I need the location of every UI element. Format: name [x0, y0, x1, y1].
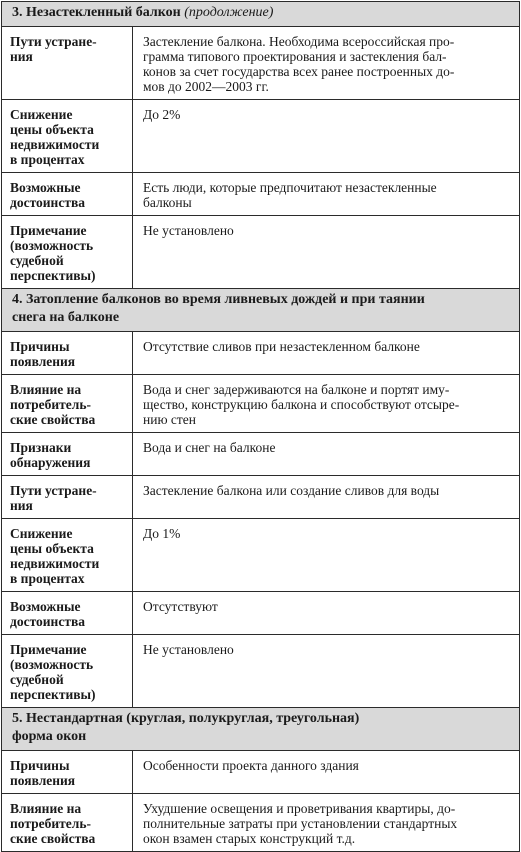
row-label: Влияние на потребитель- ские свойства — [2, 794, 133, 852]
table-row — [2, 173, 520, 216]
row-value: Отсутствие сливов при незастекленном балконе — [133, 332, 520, 375]
row-value: Есть люди, которые предпочитают незастекленные балконы — [133, 173, 520, 216]
section-header-row — [2, 708, 520, 751]
row-label: Снижение цены объекта недвижимости в процентах — [2, 100, 133, 173]
row-value: Вода и снег на балконе — [133, 433, 520, 476]
section-continuation: (продолжение) — [184, 5, 274, 20]
row-label: Причины появления — [2, 332, 133, 375]
table-row — [2, 433, 520, 476]
table-row — [2, 27, 520, 100]
section-header-row — [2, 2, 520, 27]
row-value: До 2% — [133, 100, 520, 173]
table-row — [2, 635, 520, 708]
row-value: Особенности проекта данного здания — [133, 751, 520, 794]
section-title: 4. Затопление балконов во время ливневых дождей и при таянии снега на балконе — [2, 289, 520, 332]
row-label: Возможные достоинства — [2, 173, 133, 216]
row-label: Примечание (возможность судебной перспективы) — [2, 216, 133, 289]
row-value: Отсутствуют — [133, 592, 520, 635]
row-label: Снижение цены объекта недвижимости в процентах — [2, 519, 133, 592]
table-row — [2, 332, 520, 375]
row-label: Причины появления — [2, 751, 133, 794]
row-label: Пути устране- ния — [2, 476, 133, 519]
row-label: Влияние на потребитель- ские свойства — [2, 375, 133, 433]
table-row — [2, 592, 520, 635]
table-row — [2, 476, 520, 519]
row-value: Вода и снег задерживаются на балконе и портят иму- щество, конструкцию балкона и способствуют отсыре- нию стен — [133, 375, 520, 433]
table-row — [2, 216, 520, 289]
row-value: Ухудшение освещения и проветривания квартиры, до- полнительные затраты при установлении стандартных окон взамен старых конструкций т.д. — [133, 794, 520, 852]
row-label: Примечание (возможность судебной перспективы) — [2, 635, 133, 708]
defects-table — [1, 1, 520, 852]
table-row — [2, 519, 520, 592]
row-value: Застекление балкона. Необходима всероссийская про- грамма типового проектирования и застекления бал- конов за счет государства всех ранее построенных до- мов до 2002—2003 гг. — [133, 27, 520, 100]
section-title — [2, 2, 520, 27]
table-row — [2, 375, 520, 433]
row-label: Пути устране- ния — [2, 27, 133, 100]
row-value: Не установлено — [133, 635, 520, 708]
row-value: Застекление балкона или создание сливов для воды — [133, 476, 520, 519]
row-value: Не установлено — [133, 216, 520, 289]
table-row — [2, 100, 520, 173]
row-label: Признаки обнаружения — [2, 433, 133, 476]
table-row — [2, 794, 520, 852]
section-title-text: 3. Незастекленный балкон — [12, 5, 181, 20]
table-row — [2, 751, 520, 794]
section-title: 5. Нестандартная (круглая, полукруглая, треугольная) форма окон — [2, 708, 520, 751]
row-label: Возможные достоинства — [2, 592, 133, 635]
row-value: До 1% — [133, 519, 520, 592]
section-header-row — [2, 289, 520, 332]
